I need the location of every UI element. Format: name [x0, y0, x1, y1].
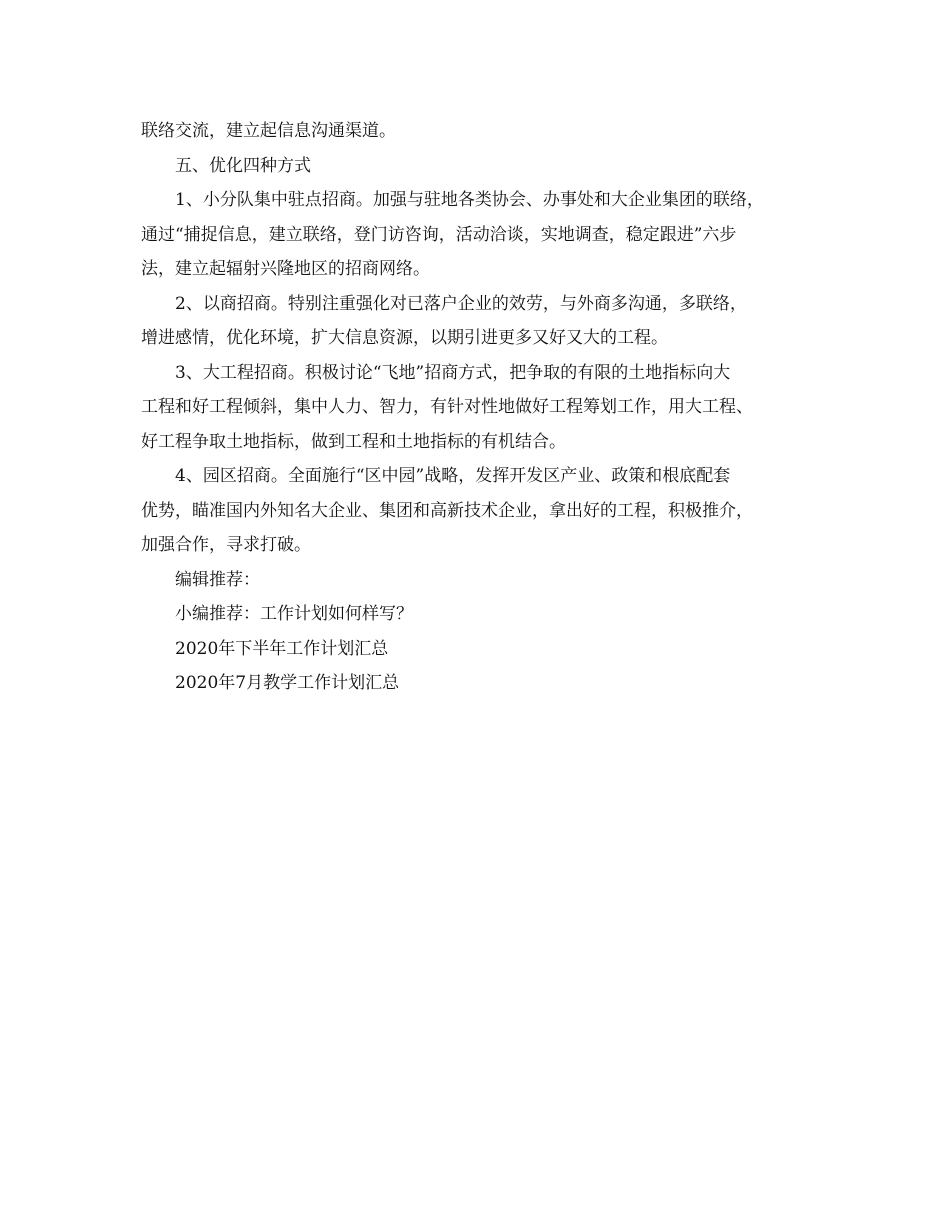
text-line: 工程和好工程倾斜，集中人力、智力，有针对性地做好工程筹划工作，用大工程、: [141, 397, 753, 417]
recommendation-heading: 编辑推荐：: [175, 569, 260, 590]
text-line: 2、以商招商。特别注重强化对已落户企业的效劳，与外商多沟通，多联络，: [175, 293, 747, 314]
text-line: 4、园区招商。全面施行“区中园”战略，发挥开发区产业、政策和根底配套: [175, 466, 731, 486]
text-line: 通过“捕捉信息，建立联络，登门访咨询，活动洽谈，实地调查，稳定跟进”六步: [141, 224, 737, 245]
recommendation-link[interactable]: 小编推荐：工作计划如何样写？: [175, 604, 413, 624]
recommendation-link[interactable]: 2020年7月教学工作计划汇总: [175, 673, 400, 693]
text-line: 加强合作，寻求打破。: [141, 535, 311, 555]
text-line: 增进感情，优化环境，扩大信息资源，以期引进更多又好又大的工程。: [141, 328, 668, 348]
text-line: 好工程争取土地指标，做到工程和土地指标的有机结合。: [141, 431, 566, 452]
recommendation-link[interactable]: 2020年下半年工作计划汇总: [175, 638, 389, 659]
document-body: [141, 114, 811, 701]
text-line: 3、大工程招商。积极讨论“飞地”招商方式，把争取的有限的土地指标向大: [175, 362, 731, 383]
text-line: 优势，瞄准国内外知名大企业、集团和高新技术企业，拿出好的工程，积极推介，: [141, 500, 753, 521]
section-heading: 五、优化四种方式: [175, 155, 311, 176]
text-line: 法，建立起辐射兴隆地区的招商网络。: [141, 259, 430, 279]
text-line: 1、小分队集中驻点招商。加强与驻地各类协会、办事处和大企业集团的联络，: [175, 190, 764, 210]
text-line: 联络交流，建立起信息沟通渠道。: [141, 121, 396, 141]
